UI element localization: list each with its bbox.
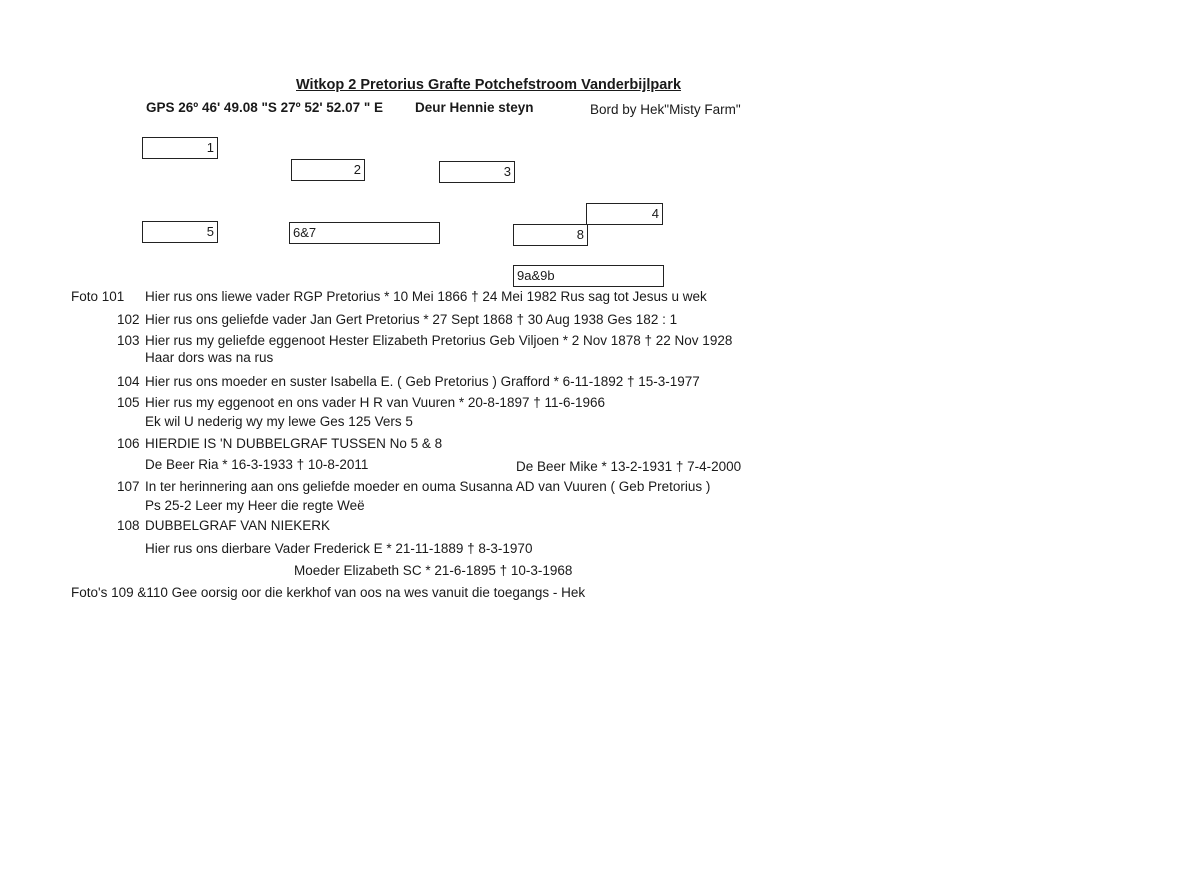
- entry-number: 102: [117, 312, 140, 327]
- entry-number: 105: [117, 395, 140, 410]
- entry-text: De Beer Ria * 16-3-1933 † 10-8-2011: [145, 457, 369, 472]
- entry-text: Moeder Elizabeth SC * 21-6-1895 † 10-3-1968: [294, 563, 573, 578]
- plot-box-3: 3: [439, 161, 515, 183]
- entry-text: Hier rus ons dierbare Vader Frederick E * 21-11-1889 † 8-3-1970: [145, 541, 533, 556]
- entry-text: DUBBELGRAF VAN NIEKERK: [145, 518, 331, 533]
- author-credit: Deur Hennie steyn: [415, 100, 534, 115]
- entry-text: Hier rus ons liewe vader RGP Pretorius * 10 Mei 1866 † 24 Mei 1982 Rus sag tot Jesus u wek: [145, 289, 707, 304]
- entry-number: 104: [117, 374, 140, 389]
- entry-number: 103: [117, 333, 140, 348]
- gate-sign-note: Bord by Hek"Misty Farm": [590, 102, 741, 117]
- plot-box-8: 8: [513, 224, 588, 246]
- entry-text: De Beer Mike * 13-2-1931 † 7-4-2000: [516, 459, 742, 474]
- entry-text: Foto's 109 &110 Gee oorsig oor die kerkhof van oos na wes vanuit die toegangs - Hek: [71, 585, 586, 600]
- entry-text: Hier rus ons geliefde vader Jan Gert Pretorius * 27 Sept 1868 † 30 Aug 1938 Ges 182 : 1: [145, 312, 678, 327]
- entry-text: Hier rus my geliefde eggenoot Hester Elizabeth Pretorius Geb Viljoen * 2 Nov 1878 † 22 Nov 1928: [145, 333, 733, 348]
- plot-box-2: 2: [291, 159, 365, 181]
- plot-box-9a-9b: 9a&9b: [513, 265, 664, 287]
- page-title: Witkop 2 Pretorius Grafte Potchefstroom Vanderbijlpark: [296, 77, 682, 93]
- plot-box-4: 4: [586, 203, 663, 225]
- entry-text: Hier rus ons moeder en suster Isabella E. ( Geb Pretorius ) Grafford * 6-11-1892 † 15-3-1977: [145, 374, 700, 389]
- entry-text: Haar dors was na rus: [145, 350, 274, 365]
- entry-number: 108: [117, 518, 140, 533]
- entry-text: Ps 25-2 Leer my Heer die regte Weë: [145, 498, 365, 513]
- entry-text: HIERDIE IS 'N DUBBELGRAF TUSSEN No 5 & 8: [145, 436, 443, 451]
- plot-box-6-7: 6&7: [289, 222, 440, 244]
- plot-box-5: 5: [142, 221, 218, 243]
- entry-number: Foto 101: [71, 289, 125, 304]
- entry-text: Ek wil U nederig wy my lewe Ges 125 Vers 5: [145, 414, 413, 429]
- entry-number: 106: [117, 436, 140, 451]
- entry-number: 107: [117, 479, 140, 494]
- plot-box-1: 1: [142, 137, 218, 159]
- entry-text: In ter herinnering aan ons geliefde moeder en ouma Susanna AD van Vuuren ( Geb Pretorius ): [145, 479, 711, 494]
- gps-coordinates: GPS 26º 46' 49.08 "S 27º 52' 52.07 " E: [146, 100, 383, 115]
- entry-text: Hier rus my eggenoot en ons vader H R van Vuuren * 20-8-1897 † 11-6-1966: [145, 395, 606, 410]
